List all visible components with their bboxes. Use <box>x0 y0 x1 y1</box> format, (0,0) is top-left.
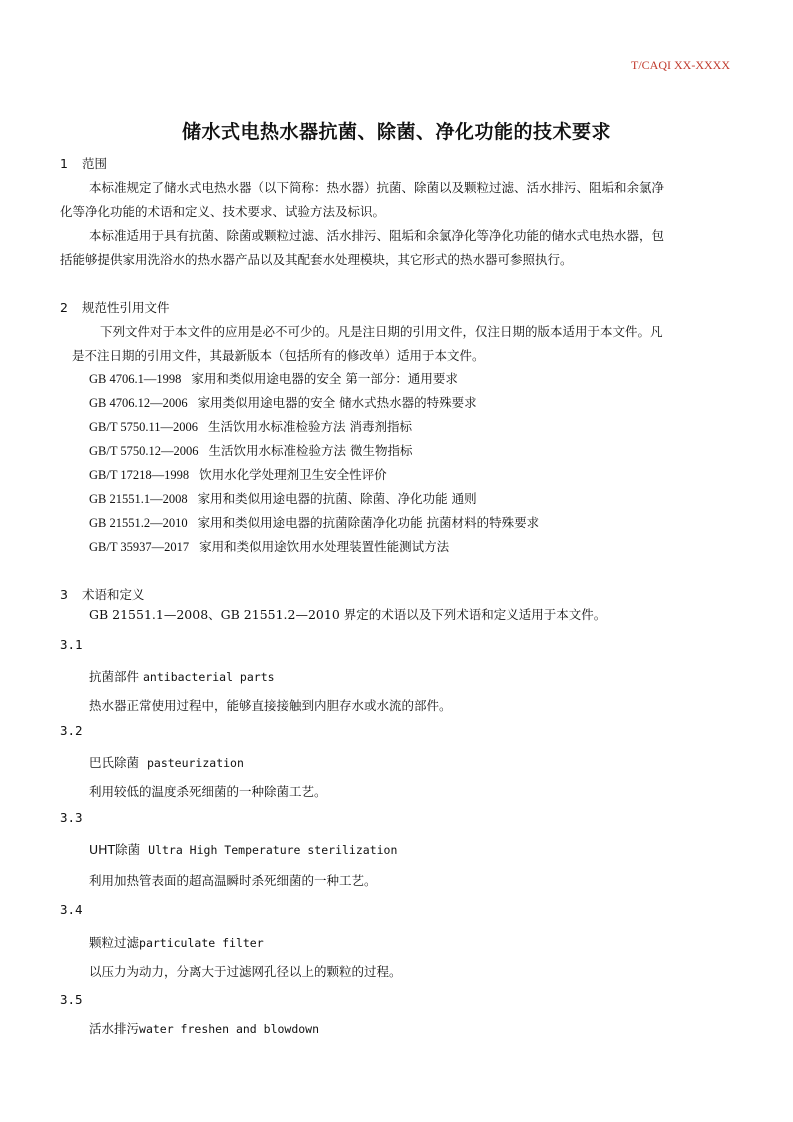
section-number: 2 <box>60 300 68 315</box>
terms-intro: GB 21551.1—2008、GB 21551.2—2010 界定的术语以及下列术语和定义适用于本文件。 <box>89 607 607 622</box>
term-definition: 热水器正常使用过程中，能够直接接触到内胆存水或水流的部件。 <box>89 698 452 713</box>
reference-title: 饮用水化学处理剂卫生安全性评价 <box>199 467 387 482</box>
term-heading <box>89 840 397 858</box>
section-heading-scope <box>60 154 107 172</box>
reference-title: 家用和类似用途电器的安全 第一部分：通用要求 <box>191 371 458 386</box>
term-chinese: 巴氏除菌 <box>89 755 140 770</box>
term-chinese: 活水排污 <box>89 1021 140 1036</box>
reference-title: 生活饮用水标准检验方法 微生物指标 <box>208 443 413 458</box>
reference-code: GB 4706.12—2006 <box>89 396 188 410</box>
term-heading <box>89 667 275 685</box>
term-chinese: 抗菌部件 <box>89 669 140 684</box>
term-number: 3.3 <box>60 810 83 825</box>
reference-code: GB/T 35937—2017 <box>89 540 190 554</box>
reference-title: 家用和类似用途电器的抗菌、除菌、净化功能 通则 <box>197 491 477 506</box>
scope-paragraph-1-line-1: 本标准规定了储水式电热水器（以下简称：热水器）抗菌、除菌以及颗粒过滤、活水排污、阻垢和余氯净 <box>89 180 665 195</box>
term-chinese: UHT除菌 <box>89 842 141 857</box>
section-heading-normative <box>60 298 170 316</box>
term-english: water freshen and blowdown <box>139 1022 320 1036</box>
reference-item <box>89 537 449 555</box>
section-number: 3 <box>60 587 68 602</box>
term-definition: 以压力为动力，分离大于过滤网孔径以上的颗粒的过程。 <box>89 964 402 979</box>
term-english: Ultra High Temperature sterilization <box>148 843 398 857</box>
reference-code: GB 21551.2—2010 <box>89 516 188 530</box>
reference-item <box>89 417 412 435</box>
reference-item <box>89 441 412 459</box>
term-definition: 利用加热管表面的超高温瞬时杀死细菌的一种工艺。 <box>89 873 377 888</box>
reference-code: GB/T 5750.12—2006 <box>89 444 199 458</box>
reference-title: 家用类似用途电器的安全 储水式热水器的特殊要求 <box>197 395 477 410</box>
scope-paragraph-1-line-2: 化等净化功能的术语和定义、技术要求、试验方法及标识。 <box>60 204 386 219</box>
reference-title: 家用和类似用途电器的抗菌除菌净化功能 抗菌材料的特殊要求 <box>197 515 540 530</box>
section-title: 规范性引用文件 <box>82 300 170 315</box>
term-english: particulate filter <box>139 936 264 950</box>
section-number: 1 <box>60 156 68 171</box>
reference-item <box>89 489 477 507</box>
term-english: antibacterial parts <box>143 670 275 684</box>
reference-code: GB/T 5750.11—2006 <box>89 420 199 434</box>
reference-item <box>89 513 539 531</box>
reference-item <box>89 393 477 411</box>
reference-code: GB 4706.1—1998 <box>89 372 182 386</box>
reference-title: 生活饮用水标准检验方法 消毒剂指标 <box>208 419 413 434</box>
reference-item <box>89 369 458 387</box>
term-heading <box>89 933 264 951</box>
reference-item <box>89 465 387 483</box>
reference-title: 家用和类似用途饮用水处理装置性能测试方法 <box>199 539 450 554</box>
term-number: 3.5 <box>60 992 83 1007</box>
term-number: 3.4 <box>60 902 83 917</box>
term-heading <box>89 753 244 771</box>
scope-paragraph-2-line-1: 本标准适用于具有抗菌、除菌或颗粒过滤、活水排污、阻垢和余氯净化等净化功能的储水式电热水器，包 <box>89 228 665 243</box>
term-definition: 利用较低的温度杀死细菌的一种除菌工艺。 <box>89 784 327 799</box>
document-code: T/CAQI XX-XXXX <box>631 58 730 72</box>
reference-code: GB 21551.1—2008 <box>89 492 188 506</box>
reference-code: GB/T 17218—1998 <box>89 468 190 482</box>
term-english: pasteurization <box>146 756 244 770</box>
section-title: 范围 <box>82 156 108 171</box>
section-title: 术语和定义 <box>82 587 145 602</box>
normative-intro-line-2: 是不注日期的引用文件，其最新版本（包括所有的修改单）适用于本文件。 <box>72 348 485 363</box>
term-chinese: 颗粒过滤 <box>89 935 140 950</box>
normative-intro-line-1: 下列文件对于本文件的应用是必不可少的。凡是注日期的引用文件，仅注日期的版本适用于本文件。凡 <box>100 324 663 339</box>
term-heading <box>89 1019 319 1037</box>
section-heading-terms <box>60 585 145 603</box>
term-number: 3.1 <box>60 637 83 652</box>
page-title: 储水式电热水器抗菌、除菌、净化功能的技术要求 <box>181 121 611 143</box>
scope-paragraph-2-line-2: 括能够提供家用洗浴水的热水器产品以及其配套水处理模块，其它形式的热水器可参照执行。 <box>60 252 573 267</box>
term-number: 3.2 <box>60 723 83 738</box>
